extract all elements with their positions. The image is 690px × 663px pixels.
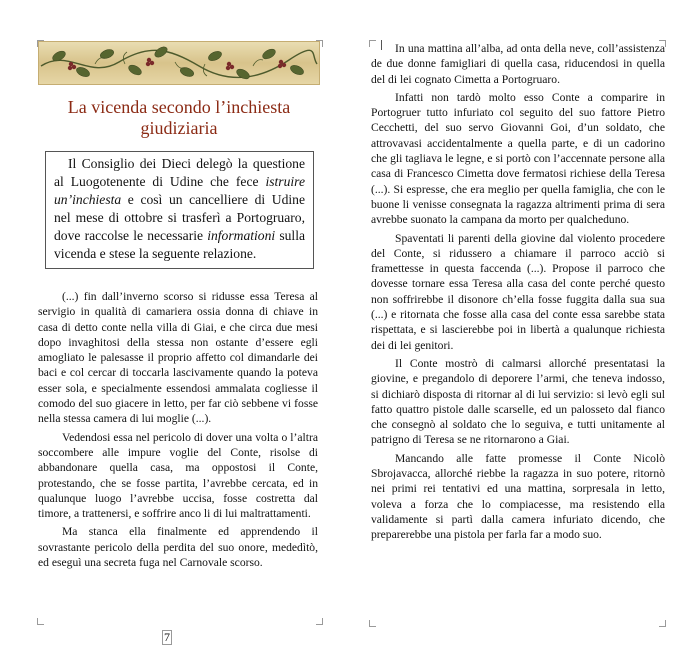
intro-box bbox=[45, 151, 314, 269]
body-paragraph: In una mattina all’alba, ad onta della neve, coll’assistenza de due donne famigliari di quella casa, riducendosi in quella del di lei cognato Cimetta a Portogruaro. bbox=[371, 42, 665, 86]
body-paragraph: Vedendosi essa nel pericolo di dover una volta o l’altra soccombere alle impure voglie del Conte, risolse di abbandonare quella casa, ma oppostosi il Conte, protestando, che se fosse partita, l’avrebbe cercata, ed in qualunque luogo l’avrebbe uccisa, fosse costretta dal timore, a trattenersi, e soffrire anco li di lui maltrattamenti. bbox=[38, 430, 318, 521]
intro-italic-2: informationi bbox=[207, 228, 276, 243]
body-paragraph: (...) fin dall’inverno scorso si ridusse essa Teresa al servigio in qualità di camariera ossia donna di chiave in casa di detto conte nella villa di Giai, e che circa due mesi dopo invaghitosi della stessa non ostante d’essere egli amogliato le palesasse il proprio affetto col dimandarle dei baci e col cercar di toccarla lascivamente quando la poteva esser sola, e specialmente essendosi ammalata cogliesse il comodo del suo giacere in letto, per far ciò sebbene vi fosse nella stessa camera di lui moglie (...). bbox=[38, 290, 318, 426]
intro-text-1: Il Consiglio dei Dieci delegò la questione al Luogotenente di Udine che fece bbox=[54, 156, 305, 189]
body-paragraph: Spaventati li parenti della giovine dal violento procedere del Conte, si ridussero a chiamare il parroco acciò si framettesse in questa faccenda (...). Propose il parroco che dovesse tornare essa Teresa alla casa del conte perché questo non soffrirebbe il disonore ch’ella fosse fuggita dalla sua sua (...) e ritornata che fosse alla casa del conte essa sarebbe stata rispettata, e si lascierebbe poi in libertà a qualunque richiesta dei di lei genitori. bbox=[371, 231, 665, 352]
intro-text-3: sulla vicenda e stese la seguente relazione. bbox=[54, 228, 306, 261]
right-column bbox=[371, 41, 665, 546]
intro-paragraph bbox=[54, 155, 305, 263]
body-paragraph: Mancando alle fatte promesse il Conte Nicolò Sbrojavacca, allorché riebbe la ragazza in suo potere, ritornò nei primi rei tentativi ed una mattina, sorpresala in letto, voleva a forza che lo compiacesse, ma resistendo ella validamente si partì dalla camera infuriato dicendo, che preparerebbe una pistola per farla far a modo suo. bbox=[371, 451, 665, 542]
vine-ornament-icon bbox=[39, 42, 319, 84]
page-number: 7 bbox=[164, 630, 170, 644]
chapter-title: La vicenda secondo l’inchiesta giudiziaria bbox=[67, 97, 291, 138]
intro-italic-1: istruire un’inchiesta bbox=[54, 174, 305, 207]
crop-mark-bottom-right bbox=[316, 618, 323, 625]
crop-mark-bottom-left bbox=[37, 618, 44, 625]
crop-mark-bottom-right-right-page bbox=[659, 620, 666, 627]
decorative-vine-banner bbox=[38, 41, 320, 85]
left-column bbox=[38, 289, 318, 573]
body-paragraph: Il Conte mostrò di calmarsi allorché presentatasi la giovine, e pregandolo di deporere l’armi, che teneva indosso, si dichiarò disposta di ritornar al di lui servizio: si levò egli sul fatto quattro pistole dalle scarselle, ed un palosseto dal fianco che consegnò al soldato che lo seguiva, e tutti unitamente al patrigno di Teresa se ne ritornarono a Giai. bbox=[371, 356, 665, 447]
body-paragraph: Ma stanca ella finalmente ed apprendendo il sovrastante pericolo della perdita del suo onore, mededìtò, ed eseguì una secreta fuga nel Carnovale scorso. bbox=[38, 525, 318, 570]
intro-text-2: e così un cancelliere di Udine nel mese di ottobre si trasferì a Portogruaro, dove raccolse le necessarie bbox=[54, 192, 305, 243]
crop-mark-bottom-left-right-page bbox=[369, 620, 376, 627]
body-paragraph: Infatti non tardò molto esso Conte a comparire in Portogruer tutto infuriato col seguito del suo fattore Pietro Cecchetti, del suo servo Giovanni Goi, d’un soldato, che attrovavasi accidentalmente a quella parte, e di un cadorino che gli tagliava le legne, e si portò con l’accennate persone alla casa di Francesco Cimetta dove fermatosi richiese della Teresa (...). Si espresse, che era meglio per quella famiglia, che con le buone li venisse consegnata la ragazza altrimenti prima di sera avrebbe suonato la campana da morto per qualcheduno. bbox=[371, 90, 665, 227]
